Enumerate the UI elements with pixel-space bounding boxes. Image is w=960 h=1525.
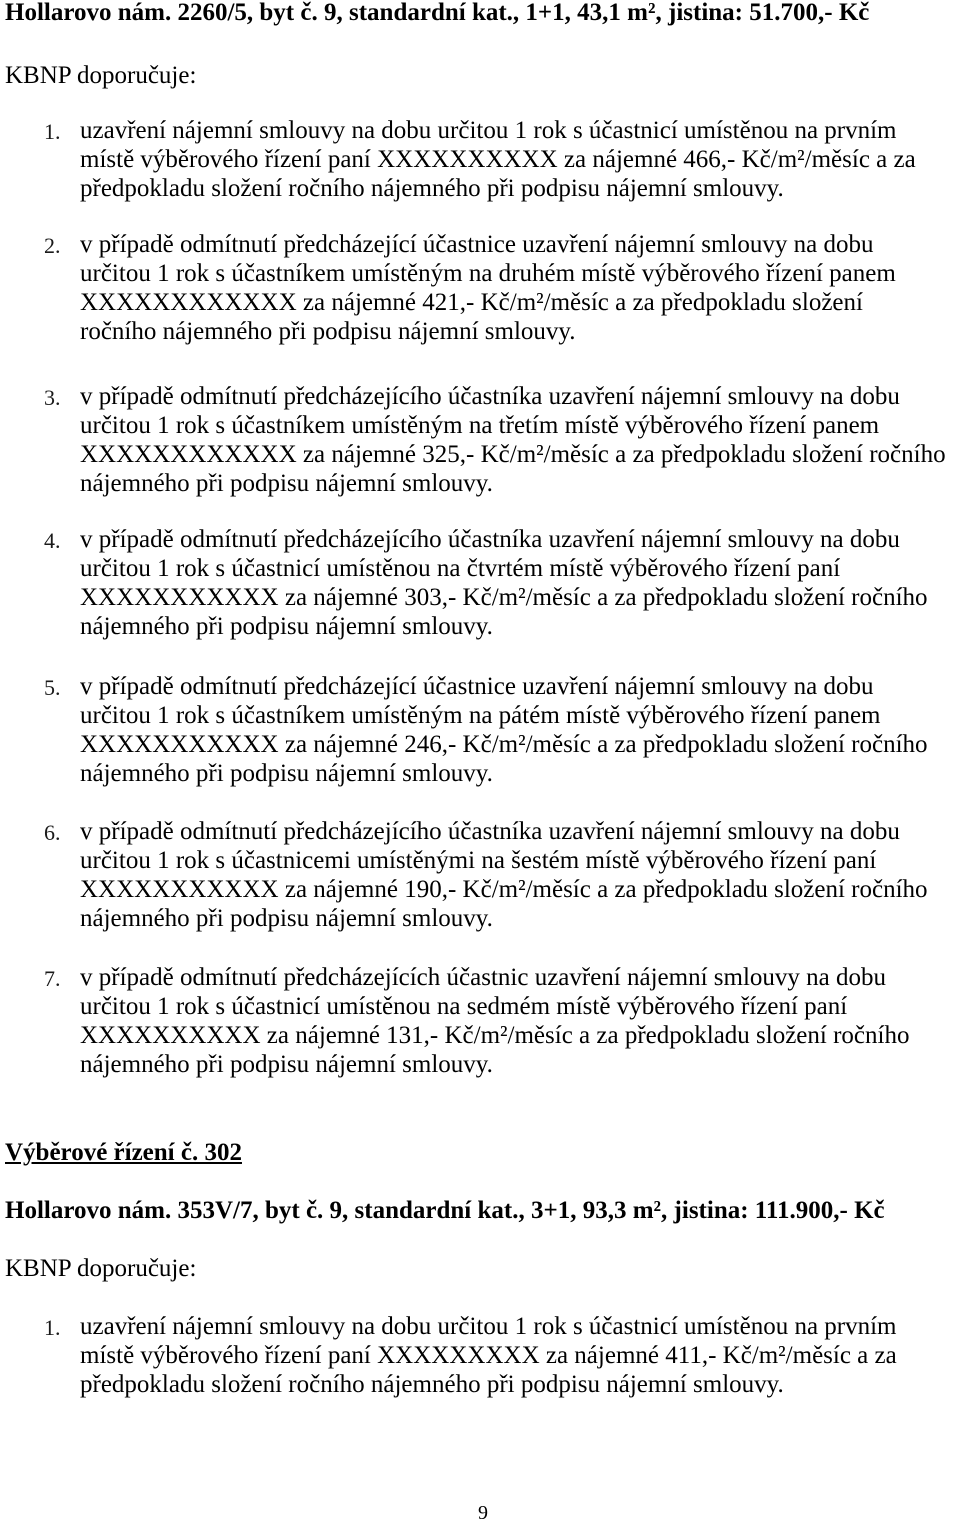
item-line: nájemného při podpisu nájemní smlouvy. <box>80 905 493 932</box>
item-text <box>80 230 896 346</box>
item-line: ročního nájemného při podpisu nájemní smlouvy. <box>80 318 576 345</box>
item-line: nájemného při podpisu nájemní smlouvy. <box>80 760 493 787</box>
tender-title: Výběrové řízení č. 302 <box>5 1139 242 1166</box>
item-line: XXXXXXXXXXX za nájemné 190,- Kč/m²/měsíc a za předpokladu složení ročního <box>80 876 928 903</box>
item-line: určitou 1 rok s účastnicí umístěnou na sedmém místě výběrového řízení paní <box>80 993 848 1020</box>
item-line: určitou 1 rok s účastníkem umístěným na pátém místě výběrového řízení panem <box>80 702 881 729</box>
item-line: v případě odmítnutí předcházejícího účastníka uzavření nájemní smlouvy na dobu <box>80 526 900 553</box>
item-text <box>80 963 909 1079</box>
item-number: 2. <box>44 233 61 258</box>
item-line: místě výběrového řízení paní XXXXXXXXX za nájemné 411,- Kč/m²/měsíc a za <box>80 1342 897 1369</box>
item-number: 7. <box>44 966 61 991</box>
item-line: určitou 1 rok s účastnicí umístěnou na čtvrtém místě výběrového řízení paní <box>80 555 841 582</box>
item-line: XXXXXXXXXXXX za nájemné 421,- Kč/m²/měsíc a za předpokladu složení <box>80 289 863 316</box>
recommendation-label: KBNP doporučuje: <box>5 62 197 89</box>
item-line: nájemného při podpisu nájemní smlouvy. <box>80 470 493 497</box>
item-line: v případě odmítnutí předcházejícího účastníka uzavření nájemní smlouvy na dobu <box>80 818 900 845</box>
item-line: předpokladu složení ročního nájemného při podpisu nájemní smlouvy. <box>80 1371 784 1398</box>
page-number: 9 <box>478 1502 488 1524</box>
item-text <box>80 817 928 933</box>
item-line: XXXXXXXXXXX za nájemné 246,- Kč/m²/měsíc a za předpokladu složení ročního <box>80 731 928 758</box>
item-line: v případě odmítnutí předcházející účastnice uzavření nájemní smlouvy na dobu <box>80 231 874 258</box>
item-line: uzavření nájemní smlouvy na dobu určitou 1 rok s účastnicí umístěnou na prvním <box>80 117 897 144</box>
item-line: určitou 1 rok s účastníkem umístěným na druhém místě výběrového řízení panem <box>80 260 896 287</box>
item-line: určitou 1 rok s účastníkem umístěným na třetím místě výběrového řízení panem <box>80 412 880 439</box>
item-line: předpokladu složení ročního nájemného při podpisu nájemní smlouvy. <box>80 175 784 202</box>
item-number: 5. <box>44 675 61 700</box>
item-line: v případě odmítnutí předcházející účastnice uzavření nájemní smlouvy na dobu <box>80 673 874 700</box>
item-text <box>80 525 928 641</box>
item-line: určitou 1 rok s účastnicemi umístěnými na šestém místě výběrového řízení paní <box>80 847 877 874</box>
item-line: místě výběrového řízení paní XXXXXXXXXX za nájemné 466,- Kč/m²/měsíc a za <box>80 146 916 173</box>
item-number: 3. <box>44 385 61 410</box>
item-line: uzavření nájemní smlouvy na dobu určitou 1 rok s účastnicí umístěnou na prvním <box>80 1313 897 1340</box>
item-number: 4. <box>44 528 61 553</box>
item-text <box>80 382 946 498</box>
item-number: 1. <box>44 1315 61 1340</box>
item-number: 6. <box>44 820 61 845</box>
property-heading: Hollarovo nám. 2260/5, byt č. 9, standardní kat., 1+1, 43,1 m², jistina: 51.700,- Kč <box>5 0 870 26</box>
item-line: XXXXXXXXXXX za nájemné 303,- Kč/m²/měsíc a za předpokladu složení ročního <box>80 584 928 611</box>
item-line: XXXXXXXXXXXX za nájemné 325,- Kč/m²/měsíc a za předpokladu složení ročního <box>80 441 946 468</box>
item-line: v případě odmítnutí předcházejících účastnic uzavření nájemní smlouvy na dobu <box>80 964 886 991</box>
item-text <box>80 116 916 203</box>
item-number: 1. <box>44 119 61 144</box>
item-line: nájemného při podpisu nájemní smlouvy. <box>80 613 493 640</box>
item-text <box>80 1312 897 1399</box>
item-line: nájemného při podpisu nájemní smlouvy. <box>80 1051 493 1078</box>
item-line: v případě odmítnutí předcházejícího účastníka uzavření nájemní smlouvy na dobu <box>80 383 900 410</box>
property-heading: Hollarovo nám. 353V/7, byt č. 9, standardní kat., 3+1, 93,3 m², jistina: 111.900,- Kč <box>5 1197 885 1224</box>
item-text <box>80 672 928 788</box>
item-line: XXXXXXXXXX za nájemné 131,- Kč/m²/měsíc a za předpokladu složení ročního <box>80 1022 910 1049</box>
recommendation-label: KBNP doporučuje: <box>5 1255 197 1282</box>
